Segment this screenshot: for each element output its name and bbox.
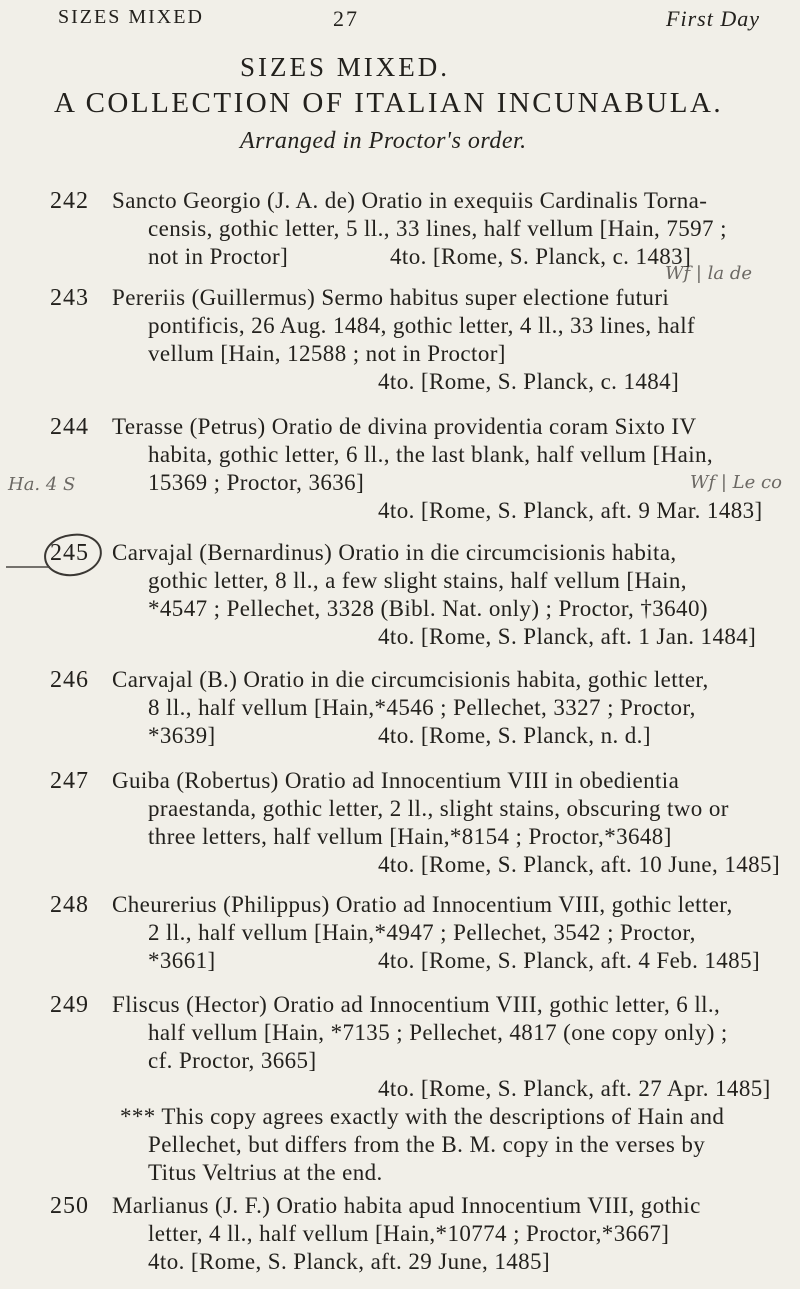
lot-number: 245: [50, 540, 89, 566]
lot-line: Cheurerius (Philippus) Oratio ad Innocentium VIII, gothic letter,: [112, 892, 733, 917]
lot-number: 248: [50, 892, 89, 918]
lot-line: Sancto Georgio (J. A. de) Oratio in exequiis Cardinalis Torna-: [112, 188, 708, 213]
lot-line: censis, gothic letter, 5 ll., 33 lines, half vellum [Hain, 7597 ;: [148, 216, 727, 241]
lot-number: 250: [50, 1193, 89, 1219]
lot-line: vellum [Hain, 12588 ; not in Proctor]: [148, 341, 506, 366]
lot-number: 244: [50, 414, 89, 440]
lot-line: pontificis, 26 Aug. 1484, gothic letter, 4 ll., 33 lines, half: [148, 313, 696, 338]
lot-note: Pellechet, but differs from the B. M. copy in the verses by: [148, 1132, 706, 1157]
lot-line: letter, 4 ll., half vellum [Hain,*10774 ; Proctor,*3667]: [148, 1221, 670, 1246]
running-head-day: First Day: [666, 6, 760, 31]
lot-line: habita, gothic letter, 6 ll., the last blank, half vellum [Hain,: [148, 442, 714, 467]
lot-imprint: 4to. [Rome, S. Planck, aft. 1 Jan. 1484]: [378, 624, 757, 649]
page-number: 27: [333, 6, 359, 31]
lot-imprint: 4to. [Rome, S. Planck, c. 1483]: [390, 244, 692, 269]
lot-imprint: 4to. [Rome, S. Planck, aft. 4 Feb. 1485]: [378, 948, 761, 973]
lot-line: Carvajal (B.) Oratio in die circumcisionis habita, gothic letter,: [112, 667, 709, 692]
lot-line: Fliscus (Hector) Oratio ad Innocentium VIII, gothic letter, 6 ll.,: [112, 992, 721, 1017]
lot-line: Guiba (Robertus) Oratio ad Innocentium VIII in obedientia: [112, 768, 680, 793]
lot-note: *** This copy agrees exactly with the descriptions of Hain and: [120, 1104, 725, 1129]
lot-line: cf. Proctor, 3665]: [148, 1048, 317, 1073]
pencil-annotation: Wf | Le co: [690, 472, 782, 493]
lot-imprint: 4to. [Rome, S. Planck, c. 1484]: [378, 369, 680, 394]
lot-line: 8 ll., half vellum [Hain,*4546 ; Pellechet, 3327 ; Proctor,: [148, 695, 696, 720]
lot-number: 247: [50, 768, 89, 794]
lot-line: *3661]: [148, 948, 216, 973]
lot-line: gothic letter, 8 ll., a few slight stains, half vellum [Hain,: [148, 568, 687, 593]
running-head: [58, 6, 760, 34]
lot-imprint: 4to. [Rome, S. Planck, aft. 10 June, 1485]: [378, 852, 781, 877]
pencil-annotation: Ha. 4 S: [8, 474, 76, 495]
lot-line: *3639]: [148, 723, 216, 748]
section-title: SIZES MIXED.: [240, 52, 450, 82]
lot-line: three letters, half vellum [Hain,*8154 ; Proctor,*3648]: [148, 824, 672, 849]
lot-number: 246: [50, 667, 89, 693]
lot-line: praestanda, gothic letter, 2 ll., slight stains, obscuring two or: [148, 796, 729, 821]
lot-line: Marlianus (J. F.) Oratio habita apud Innocentium VIII, gothic: [112, 1193, 701, 1218]
pencil-mark: [6, 566, 50, 568]
lot-line: half vellum [Hain, *7135 ; Pellechet, 4817 (one copy only) ;: [148, 1020, 728, 1045]
lot-imprint: 4to. [Rome, S. Planck, aft. 9 Mar. 1483]: [378, 498, 763, 523]
lot-line: Pereriis (Guillermus) Sermo habitus super electione futuri: [112, 285, 670, 310]
lot-line: *4547 ; Pellechet, 3328 (Bibl. Nat. only) ; Proctor, †3640): [148, 596, 708, 621]
pencil-annotation: Wf | la de: [665, 263, 753, 284]
lot-line: not in Proctor]: [148, 244, 289, 269]
arrangement-note: Arranged in Proctor's order.: [240, 128, 527, 154]
lot-number: 243: [50, 285, 89, 311]
lot-note: Titus Veltrius at the end.: [148, 1160, 383, 1185]
lot-line: Terasse (Petrus) Oratio de divina providentia coram Sixto IV: [112, 414, 697, 439]
lot-imprint: 4to. [Rome, S. Planck, aft. 27 Apr. 1485]: [378, 1076, 771, 1101]
running-head-title: SIZES MIXED: [58, 6, 204, 28]
lot-line: 15369 ; Proctor, 3636]: [148, 470, 365, 495]
lot-imprint: 4to. [Rome, S. Planck, n. d.]: [378, 723, 651, 748]
collection-title: A COLLECTION OF ITALIAN INCUNABULA.: [54, 87, 724, 119]
lot-line: 2 ll., half vellum [Hain,*4947 ; Pellechet, 3542 ; Proctor,: [148, 920, 696, 945]
lot-number: 249: [50, 992, 89, 1018]
lot-line: Carvajal (Bernardinus) Oratio in die circumcisionis habita,: [112, 540, 677, 565]
lot-number: 242: [50, 188, 89, 214]
lot-imprint: 4to. [Rome, S. Planck, aft. 29 June, 1485]: [148, 1249, 551, 1274]
